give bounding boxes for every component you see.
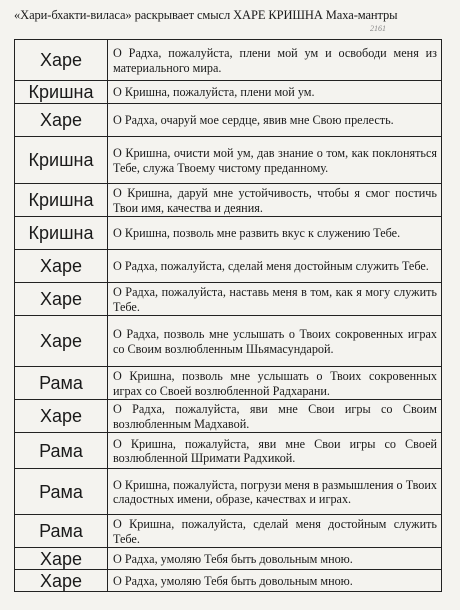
table-row [15, 217, 442, 250]
mantra-word: Кришна [15, 81, 108, 104]
page-title: «Хари-бхакти-виласа» раскрывает смысл ХАРЕ КРИШНА Маха-мантры [14, 8, 398, 22]
mantra-meaning: О Кришна, очисти мой ум, дав знание о том, как поклоняться Тебе, служа Твоему чистому преданному. [108, 137, 442, 184]
mantra-meaning: О Радха, пожалуйста, наставь меня в том, как я могу служить Тебе. [108, 283, 442, 316]
table-row [15, 250, 442, 283]
mantra-meaning: О Радха, очаруй мое сердце, явив мне Свою прелесть. [108, 104, 442, 137]
mantra-meaning: О Кришна, пожалуйста, погрузи меня в размышления о Твоих сладостных имени, образе, качествах и играх. [108, 469, 442, 515]
table-row [15, 367, 442, 400]
mantra-meaning: О Кришна, пожалуйста, плени мой ум. [108, 81, 442, 104]
table-row [15, 433, 442, 469]
mantra-word: Харе [15, 104, 108, 137]
mantra-meaning: О Радха, пожалуйста, плени мой ум и освободи меня из материального мира. [108, 40, 442, 81]
mantra-word: Харе [15, 548, 108, 570]
table-row [15, 81, 442, 104]
table-row [15, 316, 442, 367]
table-row [15, 104, 442, 137]
table-row [15, 184, 442, 217]
mantra-word: Харе [15, 40, 108, 81]
table-row [15, 137, 442, 184]
mantra-meaning: О Кришна, позволь мне услышать о Твоих сокровенных играх со Своей возлюбленной Радхарани. [108, 367, 442, 400]
mantra-word: Харе [15, 283, 108, 316]
mantra-word: Рама [15, 433, 108, 469]
mantra-word: Харе [15, 570, 108, 592]
table-row [15, 40, 442, 81]
table-row [15, 515, 442, 548]
table-row [15, 400, 442, 433]
mantra-word: Харе [15, 250, 108, 283]
mantra-meaning: О Радха, умоляю Тебя быть довольным мною. [108, 570, 442, 592]
mantra-meaning: О Радха, пожалуйста, сделай меня достойным служить Тебе. [108, 250, 442, 283]
mantra-word: Рама [15, 515, 108, 548]
mantra-meaning: О Кришна, даруй мне устойчивость, чтобы я смог постичь Твои имя, качества и деяния. [108, 184, 442, 217]
mantra-meaning: О Радха, позволь мне услышать о Твоих сокровенных играх со Своим возлюбленным Шьямасундарой. [108, 316, 442, 367]
mantra-word: Кришна [15, 184, 108, 217]
mantra-word: Рама [15, 469, 108, 515]
mantra-word: Кришна [15, 137, 108, 184]
mantra-meaning: О Кришна, пожалуйста, сделай меня достойным служить Тебе. [108, 515, 442, 548]
mantra-word: Рама [15, 367, 108, 400]
mantra-table-body [15, 40, 442, 592]
table-row [15, 548, 442, 570]
table-row [15, 570, 442, 592]
mantra-meaning: О Кришна, пожалуйста, яви мне Свои игры со Своей возлюбленной Шримати Радхикой. [108, 433, 442, 469]
mantra-meaning: О Радха, пожалуйста, яви мне Свои игры со Своим возлюбленным Мадхавой. [108, 400, 442, 433]
table-row [15, 469, 442, 515]
scan-mark: 2161 [370, 24, 386, 33]
mantra-word: Харе [15, 316, 108, 367]
mantra-meaning: О Кришна, позволь мне развить вкус к служению Тебе. [108, 217, 442, 250]
mantra-word: Кришна [15, 217, 108, 250]
mantra-meaning: О Радха, умоляю Тебя быть довольным мною. [108, 548, 442, 570]
mantra-word: Харе [15, 400, 108, 433]
mantra-table [14, 39, 442, 592]
table-row [15, 283, 442, 316]
